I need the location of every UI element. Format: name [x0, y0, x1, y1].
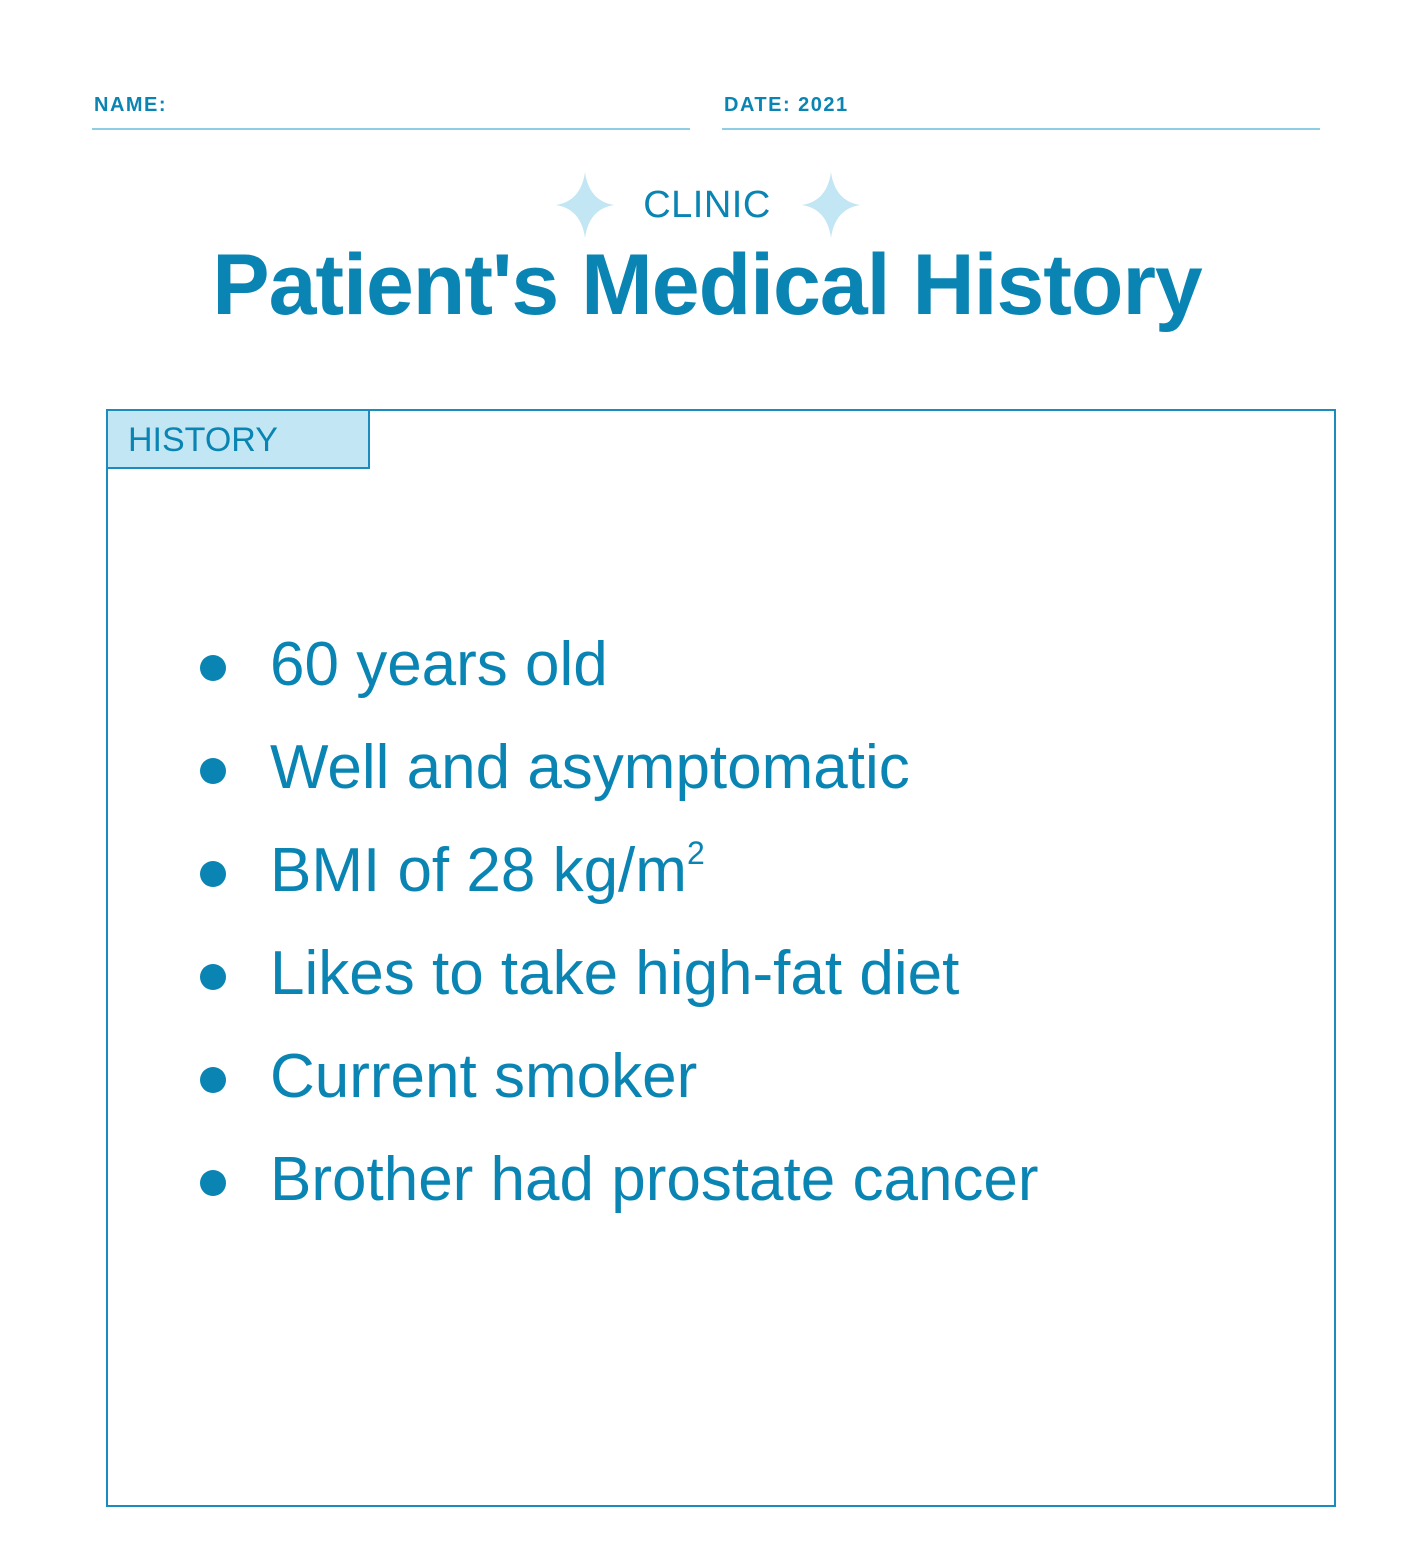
bullet-icon	[200, 655, 226, 681]
history-section	[106, 409, 1336, 1507]
list-item: Well and asymptomatic	[200, 720, 1039, 823]
history-tab-label: HISTORY	[128, 421, 278, 459]
history-list	[200, 617, 1039, 1235]
superscript: 2	[686, 835, 705, 871]
bullet-icon	[200, 758, 226, 784]
clinic-label: CLINIC	[643, 184, 771, 226]
bullet-icon	[200, 1170, 226, 1196]
date-field[interactable]	[722, 92, 1320, 130]
history-tab	[106, 409, 370, 469]
name-label: NAME:	[94, 94, 168, 116]
bullet-icon	[200, 861, 226, 887]
bullet-icon	[200, 964, 226, 990]
sparkle-icon	[802, 172, 860, 238]
list-item: BMI of 28 $kg/m^2$	[200, 823, 1039, 926]
date-label: DATE: 2021	[724, 94, 849, 116]
bullet-icon	[200, 1067, 226, 1093]
page-title: Patient's Medical History	[212, 237, 1202, 333]
list-item: Likes to take high-fat diet	[200, 926, 1039, 1029]
list-item: 60 years old	[200, 617, 1039, 720]
name-field[interactable]	[92, 92, 690, 130]
clinic-header	[0, 172, 1414, 242]
list-item: Current smoker	[200, 1029, 1039, 1132]
list-item: Brother had prostate cancer	[200, 1132, 1039, 1235]
